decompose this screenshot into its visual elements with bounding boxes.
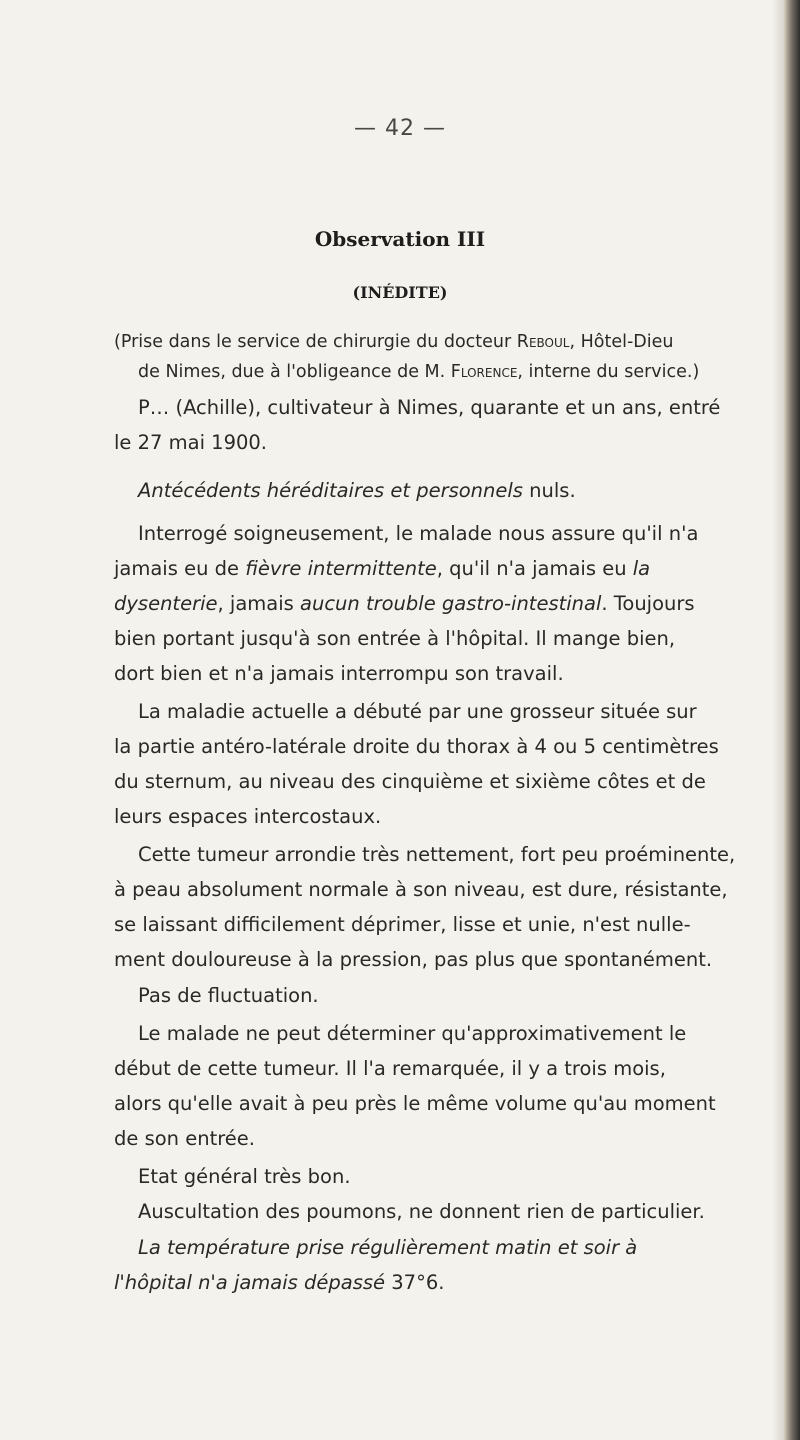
body-text: , qu'il n'a jamais eu (436, 557, 633, 580)
body-line (138, 479, 576, 502)
body-line: Cette tumeur arrondie très nettement, fort peu proéminente, (138, 843, 736, 866)
body-line: bien portant jusqu'à son entrée à l'hôpital. Il mange bien, (114, 627, 676, 650)
body-line (114, 1271, 444, 1294)
preamble-line-1 (114, 332, 673, 352)
italic-text: fièvre intermittente (245, 557, 437, 580)
observation-heading: Observation III (314, 227, 486, 251)
body-text: . Toujours (601, 592, 695, 615)
preamble-text: de Nimes, due à l'obligeance de M. (138, 362, 451, 382)
page-edge-shadow (772, 0, 784, 1440)
body-line: ment douloureuse à la pression, pas plus que spontanément. (114, 948, 713, 971)
body-line: se laissant difficilement déprimer, lisse et unie, n'est nulle- (114, 913, 691, 936)
italic-text: Antécédents héréditaires et personnels (138, 479, 523, 502)
italic-text: la (632, 557, 651, 580)
observation-subheading: (INÉDITE) (352, 283, 448, 302)
preamble-text: (Prise dans le service de chirurgie du docteur (114, 332, 517, 352)
body-line: alors qu'elle avait à peu près le même volume qu'au moment (114, 1092, 716, 1115)
body-text: 37°6. (385, 1271, 445, 1294)
body-line (138, 1236, 637, 1259)
italic-text: l'hôpital n'a jamais dépassé (114, 1271, 386, 1294)
body-line: dort bien et n'a jamais interrompu son travail. (114, 662, 564, 685)
body-line: la partie antéro-latérale droite du thorax à 4 ou 5 centimètres (114, 735, 719, 758)
body-line: début de cette tumeur. Il l'a remarquée, il y a trois mois, (114, 1057, 666, 1080)
body-line (114, 557, 650, 580)
body-line (114, 592, 695, 615)
preamble-text: , interne du service.) (517, 362, 700, 382)
preamble-doctor-name: Reboul (516, 332, 570, 352)
body-line: Auscultation des poumons, ne donnent rien de particulier. (138, 1200, 705, 1223)
body-line: de son entrée. (114, 1127, 256, 1150)
body-line: du sternum, au niveau des cinquième et sixième côtes et de (114, 770, 706, 793)
body-line: Etat général très bon. (138, 1165, 351, 1188)
body-text: , jamais (217, 592, 301, 615)
page-number: — 42 — (354, 116, 446, 141)
preamble-intern-name: Florence (450, 362, 518, 382)
body-line: à peau absolument normale à son niveau, est dure, résistante, (114, 878, 728, 901)
preamble-line-2 (138, 362, 699, 382)
body-text: jamais eu de (114, 557, 246, 580)
body-line: Interrogé soigneusement, le malade nous assure qu'il n'a (138, 522, 699, 545)
preamble-text: , Hôtel-Dieu (569, 332, 674, 352)
body-text: nuls. (522, 479, 576, 502)
body-line: P… (Achille), cultivateur à Nimes, quarante et un ans, entré (138, 396, 721, 419)
body-line: leurs espaces intercostaux. (114, 805, 382, 828)
italic-text: dysenterie (114, 592, 218, 615)
italic-text: La température prise régulièrement matin et soir à (138, 1236, 638, 1259)
italic-text: aucun trouble gastro-intestinal (300, 592, 602, 615)
body-line: La maladie actuelle a débuté par une grosseur située sur (138, 700, 697, 723)
body-line: Pas de fluctuation. (138, 984, 319, 1007)
body-line: le 27 mai 1900. (114, 431, 268, 454)
body-line: Le malade ne peut déterminer qu'approximativement le (138, 1022, 687, 1045)
page-binding-edge (784, 0, 800, 1440)
